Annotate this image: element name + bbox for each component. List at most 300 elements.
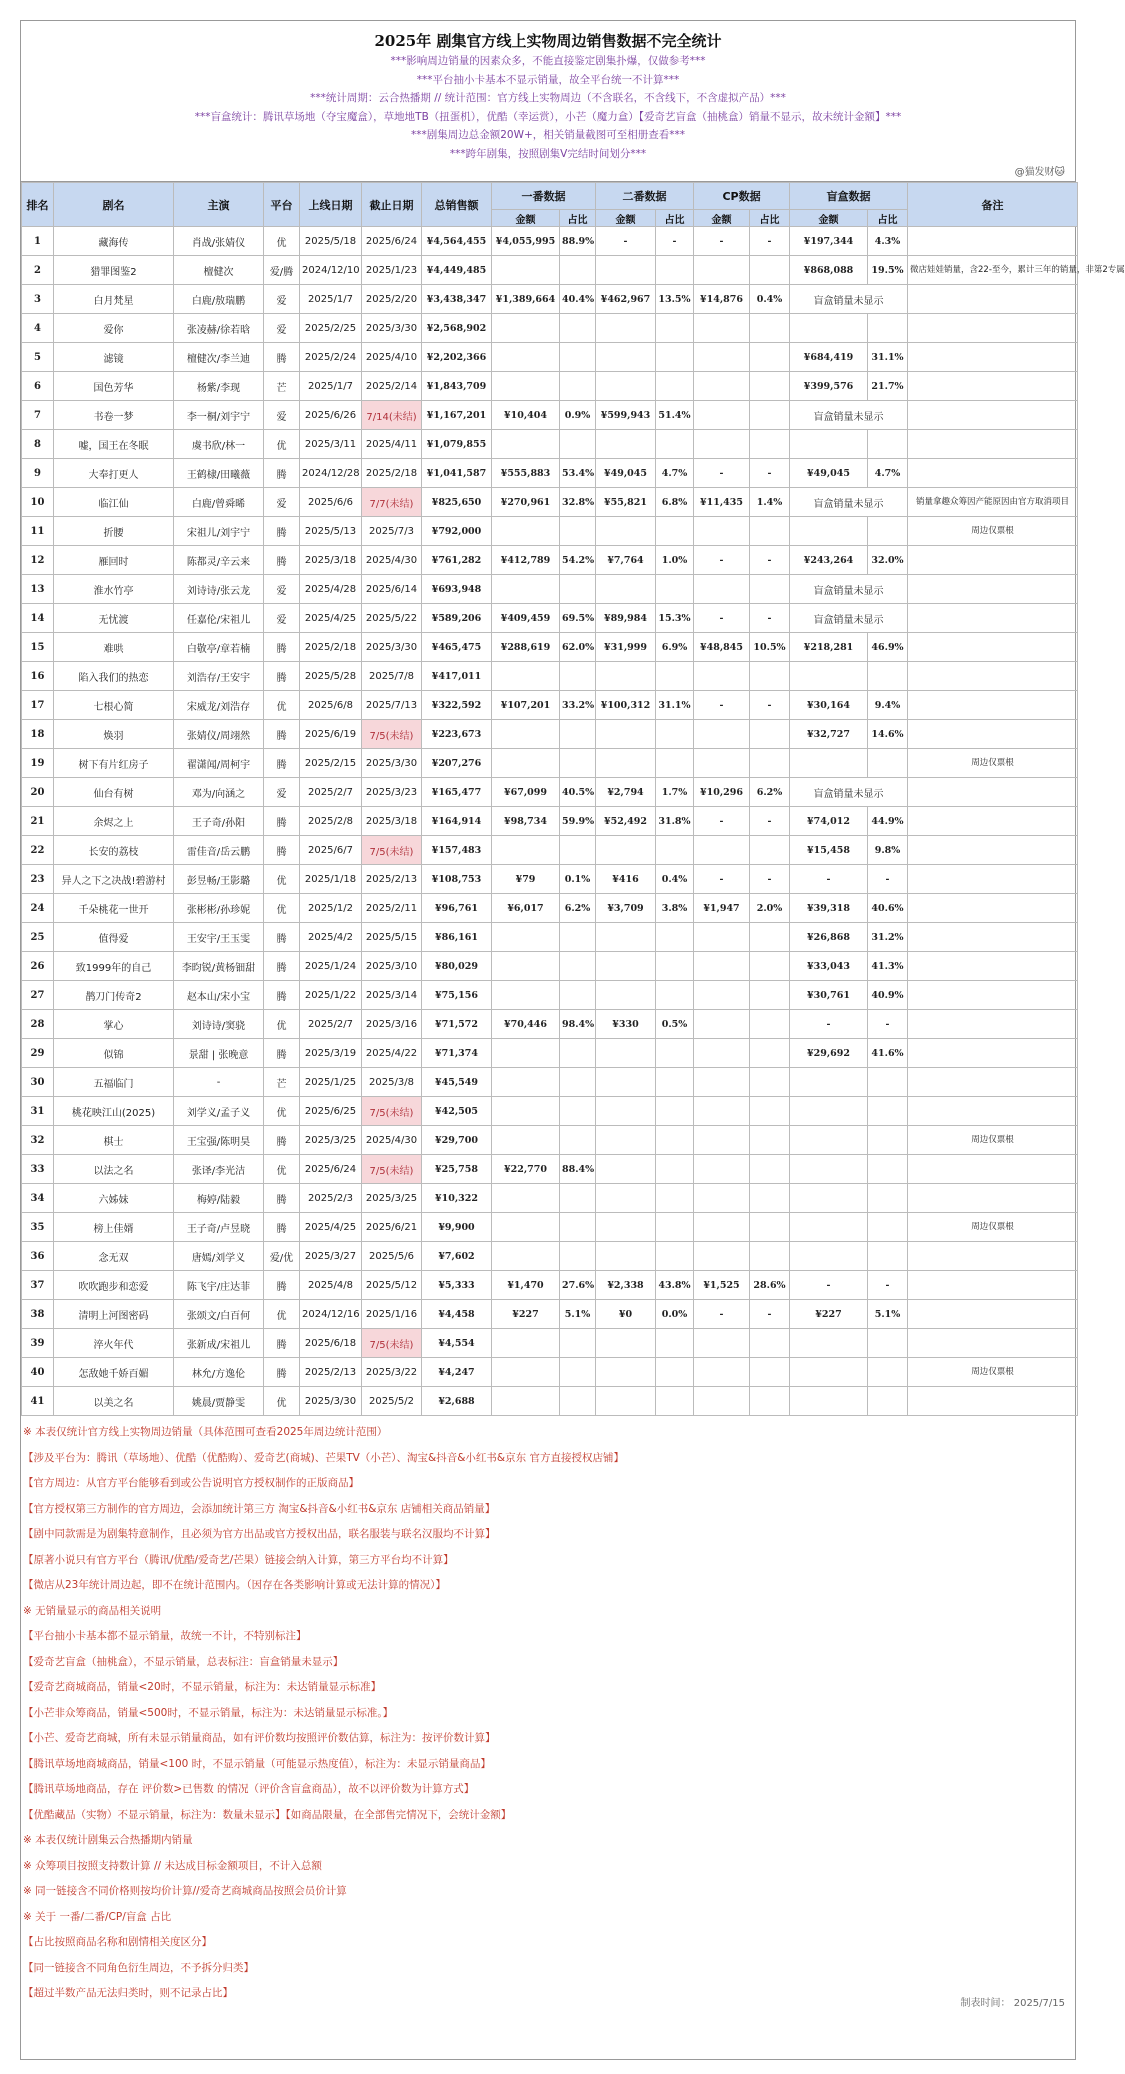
cp-pct-cell: 28.6%	[750, 1271, 790, 1300]
second-pct-cell: 15.3%	[656, 604, 694, 633]
first-amount-cell	[492, 343, 560, 372]
note-cell	[908, 778, 1078, 807]
second-pct-cell	[656, 1242, 694, 1271]
blindbox-pct-cell	[868, 1387, 908, 1416]
first-pct-cell: 0.9%	[560, 401, 596, 430]
end-date-cell: 2025/2/18	[362, 459, 422, 488]
start-date-cell: 2025/6/25	[300, 1097, 362, 1126]
first-amount-cell	[492, 981, 560, 1010]
first-amount-cell	[492, 1097, 560, 1126]
note-cell	[908, 604, 1078, 633]
note-cell	[908, 1300, 1078, 1329]
cast-cell: 翟潇闻/周柯宇	[174, 749, 264, 778]
first-pct-cell: 62.0%	[560, 633, 596, 662]
cast-cell: 王鹤棣/田曦薇	[174, 459, 264, 488]
start-date-cell: 2025/3/18	[300, 546, 362, 575]
cp-pct-cell	[750, 1010, 790, 1039]
note-cell	[908, 1068, 1078, 1097]
cast-cell: 刘诗诗/张云龙	[174, 575, 264, 604]
end-date-cell: 2025/5/22	[362, 604, 422, 633]
first-pct-cell	[560, 662, 596, 691]
note-cell: 周边仅票根	[908, 517, 1078, 546]
footer-note: 【微店从23年统计周边起，即不在统计范围内。（因存在各类影响计算或无法计算的情况）】	[23, 1579, 446, 1591]
total-sales-cell: ¥157,483	[422, 836, 492, 865]
table-row	[22, 923, 1078, 952]
blindbox-pct-cell: 41.6%	[868, 1039, 908, 1068]
note-cell	[908, 546, 1078, 575]
first-pct-cell	[560, 1387, 596, 1416]
drama-name-cell: 爱你	[54, 314, 174, 343]
total-sales-cell: ¥207,276	[422, 749, 492, 778]
second-pct-cell	[656, 314, 694, 343]
blindbox-unavailable-cell: 盲盒销量未显示	[790, 778, 908, 807]
second-pct-cell: 4.7%	[656, 459, 694, 488]
first-pct-cell	[560, 314, 596, 343]
cp-amount-cell: -	[694, 227, 750, 256]
footer-note: 【同一链接含不同角色衍生周边，不予拆分归类】	[23, 1961, 254, 1974]
blindbox-pct-cell: -	[868, 1010, 908, 1039]
second-amount-cell: ¥0	[596, 1300, 656, 1329]
start-date-cell: 2025/5/28	[300, 662, 362, 691]
end-date-cell: 2025/3/25	[362, 1184, 422, 1213]
blindbox-pct-cell: 4.7%	[868, 459, 908, 488]
note-cell: 周边仅票根	[908, 1126, 1078, 1155]
header-note-4: ***盲盒统计：腾讯草场地（夺宝魔盒），草地地TB（扭蛋机），优酷（幸运赏），小芒（魔力盒）【爱奇艺盲盒（抽桃盒）销量不显示，故未统计金额】***	[194, 110, 902, 123]
cast-cell: 檀健次/李兰迪	[174, 343, 264, 372]
first-amount-cell	[492, 1387, 560, 1416]
table-row	[22, 1387, 1078, 1416]
total-sales-cell: ¥1,079,855	[422, 430, 492, 459]
first-pct-cell	[560, 1184, 596, 1213]
platform-cell: 优	[264, 1097, 300, 1126]
first-amount-cell	[492, 923, 560, 952]
first-pct-cell: 53.4%	[560, 459, 596, 488]
blindbox-amount-cell	[790, 1126, 868, 1155]
second-pct-cell: 31.8%	[656, 807, 694, 836]
table-row	[22, 778, 1078, 807]
header-note-2: ***平台抽小卡基本不显示销量，故全平台统一不计算***	[416, 73, 680, 86]
second-amount-cell: ¥3,709	[596, 894, 656, 923]
start-date-cell: 2025/5/18	[300, 227, 362, 256]
end-date-cell: 2025/2/20	[362, 285, 422, 314]
first-amount-cell	[492, 662, 560, 691]
second-pct-cell: 43.8%	[656, 1271, 694, 1300]
second-pct-cell	[656, 1126, 694, 1155]
cast-cell: 李昀锐/黄杨钿甜	[174, 952, 264, 981]
cp-pct-cell: -	[750, 691, 790, 720]
cp-pct-cell: 0.4%	[750, 285, 790, 314]
blindbox-amount-cell	[790, 749, 868, 778]
cast-cell: 刘诗诗/窦骁	[174, 1010, 264, 1039]
start-date-cell: 2025/1/2	[300, 894, 362, 923]
second-pct-cell	[656, 749, 694, 778]
rank-cell: 11	[22, 517, 54, 546]
cp-amount-cell	[694, 1242, 750, 1271]
total-sales-cell: ¥108,753	[422, 865, 492, 894]
blindbox-amount-cell	[790, 1387, 868, 1416]
blindbox-pct-cell: 32.0%	[868, 546, 908, 575]
blindbox-pct-cell: 41.3%	[868, 952, 908, 981]
first-pct-cell	[560, 343, 596, 372]
second-pct-cell	[656, 1039, 694, 1068]
cast-cell: 虞书欣/林一	[174, 430, 264, 459]
blindbox-amount-cell	[790, 517, 868, 546]
drama-name-cell: 书卷一梦	[54, 401, 174, 430]
cast-cell: 白敬亭/章若楠	[174, 633, 264, 662]
first-amount-cell	[492, 1242, 560, 1271]
second-amount-cell	[596, 1242, 656, 1271]
table-row	[22, 836, 1078, 865]
start-date-cell: 2025/2/15	[300, 749, 362, 778]
cp-pct-cell	[750, 1184, 790, 1213]
footer-note: 【占比按照商品名称和剧情相关度区分】	[23, 1936, 212, 1948]
drama-name-cell: 以美之名	[54, 1387, 174, 1416]
cp-pct-cell: -	[750, 546, 790, 575]
first-pct-cell	[560, 981, 596, 1010]
rank-cell: 23	[22, 865, 54, 894]
total-sales-cell: ¥1,843,709	[422, 372, 492, 401]
drama-name-cell: 淮水竹亭	[54, 575, 174, 604]
platform-cell: 腾	[264, 343, 300, 372]
cast-cell: 刘学义/孟子义	[174, 1097, 264, 1126]
table-row	[22, 1271, 1078, 1300]
note-cell	[908, 894, 1078, 923]
cast-cell: 刘浩存/王安宇	[174, 662, 264, 691]
cp-amount-cell	[694, 1155, 750, 1184]
second-pct-cell	[656, 1097, 694, 1126]
first-amount-cell	[492, 952, 560, 981]
start-date-cell: 2025/3/11	[300, 430, 362, 459]
table-row	[22, 1068, 1078, 1097]
cast-cell: 王子奇/孙阳	[174, 807, 264, 836]
platform-cell: 优	[264, 1155, 300, 1184]
col-note: 备注	[908, 183, 1078, 227]
first-pct-cell	[560, 1213, 596, 1242]
rank-cell: 5	[22, 343, 54, 372]
end-date-cell: 2025/2/14	[362, 372, 422, 401]
start-date-cell: 2025/2/24	[300, 343, 362, 372]
platform-cell: 优	[264, 691, 300, 720]
cp-amount-cell	[694, 952, 750, 981]
second-amount-cell	[596, 1213, 656, 1242]
first-pct-cell	[560, 1097, 596, 1126]
second-amount-cell: ¥100,312	[596, 691, 656, 720]
second-pct-cell: 51.4%	[656, 401, 694, 430]
total-sales-cell: ¥693,948	[422, 575, 492, 604]
cp-pct-cell	[750, 1039, 790, 1068]
table-row	[22, 430, 1078, 459]
cp-pct-cell	[750, 1242, 790, 1271]
total-sales-cell: ¥71,374	[422, 1039, 492, 1068]
note-cell	[908, 691, 1078, 720]
cp-amount-cell: -	[694, 691, 750, 720]
blindbox-amount-cell: ¥868,088	[790, 256, 868, 285]
platform-cell: 腾	[264, 981, 300, 1010]
blindbox-unavailable-cell: 盲盒销量未显示	[790, 575, 908, 604]
end-date-cell: 2025/4/11	[362, 430, 422, 459]
cp-amount-cell	[694, 401, 750, 430]
first-pct-cell	[560, 1242, 596, 1271]
blindbox-amount-cell: ¥197,344	[790, 227, 868, 256]
platform-cell: 爱	[264, 314, 300, 343]
second-amount-cell	[596, 1329, 656, 1358]
cp-pct-cell	[750, 1358, 790, 1387]
footer-note: ※ 众筹项目按照支持数计算 // 未达成目标金额项目，不计入总额	[23, 1859, 322, 1872]
cp-amount-cell: ¥14,876	[694, 285, 750, 314]
rank-cell: 25	[22, 923, 54, 952]
drama-name-cell: 掌心	[54, 1010, 174, 1039]
end-date-cell: 2025/3/30	[362, 633, 422, 662]
second-amount-cell	[596, 952, 656, 981]
cast-cell: 檀健次	[174, 256, 264, 285]
footer-note: 【小芒非众筹商品，销量<500时，不显示销量，标注为：未达销量显示标准。】	[23, 1706, 394, 1719]
footer-note: 【腾讯草场地商品，存在 评价数>已售数 的情况（评价含盲盒商品），故不以评价数为计算方式】	[23, 1783, 475, 1795]
cp-amount-cell: -	[694, 865, 750, 894]
second-amount-cell	[596, 923, 656, 952]
table-row	[22, 691, 1078, 720]
second-amount-cell	[596, 662, 656, 691]
table-row	[22, 1155, 1078, 1184]
cp-pct-cell: -	[750, 227, 790, 256]
table-row	[22, 1010, 1078, 1039]
rank-cell: 30	[22, 1068, 54, 1097]
first-amount-cell: ¥79	[492, 865, 560, 894]
total-sales-cell: ¥9,900	[422, 1213, 492, 1242]
note-cell	[908, 372, 1078, 401]
sheet-title: 2025年 剧集官方线上实物周边销售数据不完全统计	[374, 32, 722, 50]
second-pct-cell: 6.9%	[656, 633, 694, 662]
end-date-cell: 2025/1/16	[362, 1300, 422, 1329]
drama-name-cell: 以法之名	[54, 1155, 174, 1184]
end-date-cell: 7/7(未结)	[362, 488, 422, 517]
platform-cell: 腾	[264, 1358, 300, 1387]
cp-pct-cell	[750, 314, 790, 343]
table-row	[22, 488, 1078, 517]
header-note-3: ***统计周期：云合热播期 // 统计范围：官方线上实物周边（不含联名，不含线下，不含虚拟产品）***	[310, 92, 786, 104]
footer-note: 【小芒、爱奇艺商城，所有未显示销量商品，如有评价数均按照评价数估算，标注为：按评价数计算】	[23, 1732, 496, 1744]
second-pct-cell: 1.0%	[656, 546, 694, 575]
cp-pct-cell	[750, 372, 790, 401]
first-pct-cell: 33.2%	[560, 691, 596, 720]
start-date-cell: 2025/4/25	[300, 1213, 362, 1242]
end-date-cell: 2025/6/21	[362, 1213, 422, 1242]
platform-cell: 优	[264, 865, 300, 894]
second-pct-cell: -	[656, 227, 694, 256]
platform-cell: 爱	[264, 604, 300, 633]
start-date-cell: 2025/1/18	[300, 865, 362, 894]
total-sales-cell: ¥29,700	[422, 1126, 492, 1155]
cast-cell: 张凌赫/徐若晗	[174, 314, 264, 343]
blindbox-amount-cell	[790, 1097, 868, 1126]
first-pct-cell: 54.2%	[560, 546, 596, 575]
platform-cell: 腾	[264, 1271, 300, 1300]
first-amount-cell	[492, 1039, 560, 1068]
total-sales-cell: ¥1,041,587	[422, 459, 492, 488]
blindbox-amount-cell: ¥26,868	[790, 923, 868, 952]
end-date-cell: 2025/7/13	[362, 691, 422, 720]
total-sales-cell: ¥1,167,201	[422, 401, 492, 430]
platform-cell: 爱/腾	[264, 256, 300, 285]
total-sales-cell: ¥165,477	[422, 778, 492, 807]
drama-name-cell: 致1999年的自己	[54, 952, 174, 981]
blindbox-pct-cell	[868, 662, 908, 691]
rank-cell: 3	[22, 285, 54, 314]
col-name: 剧名	[54, 183, 174, 227]
second-amount-cell: -	[596, 227, 656, 256]
cp-amount-cell	[694, 981, 750, 1010]
start-date-cell: 2025/6/24	[300, 1155, 362, 1184]
first-amount-cell: ¥555,883	[492, 459, 560, 488]
start-date-cell: 2025/1/25	[300, 1068, 362, 1097]
drama-name-cell: 怎敌她千娇百媚	[54, 1358, 174, 1387]
total-sales-cell: ¥42,505	[422, 1097, 492, 1126]
platform-cell: 腾	[264, 1126, 300, 1155]
blindbox-amount-cell	[790, 1155, 868, 1184]
drama-name-cell: 淬火年代	[54, 1329, 174, 1358]
table-row	[22, 372, 1078, 401]
footer-note: ※ 本表仅统计官方线上实物周边销量（具体范围可查看2025年周边统计范围）	[23, 1426, 388, 1438]
start-date-cell: 2025/6/26	[300, 401, 362, 430]
second-amount-cell	[596, 981, 656, 1010]
note-cell	[908, 1010, 1078, 1039]
end-date-cell: 2025/6/24	[362, 227, 422, 256]
first-pct-cell: 69.5%	[560, 604, 596, 633]
table-body	[22, 227, 1125, 1416]
first-pct-cell: 6.2%	[560, 894, 596, 923]
start-date-cell: 2024/12/16	[300, 1300, 362, 1329]
cast-cell: 陈飞宇/庄达菲	[174, 1271, 264, 1300]
total-sales-cell: ¥71,572	[422, 1010, 492, 1039]
drama-name-cell: 难哄	[54, 633, 174, 662]
blindbox-pct-cell	[868, 749, 908, 778]
total-sales-cell: ¥2,202,366	[422, 343, 492, 372]
cast-cell: 白鹿/敖瑞鹏	[174, 285, 264, 314]
blindbox-pct-cell: 9.8%	[868, 836, 908, 865]
platform-cell: 芒	[264, 1068, 300, 1097]
second-amount-cell	[596, 343, 656, 372]
note-cell	[908, 575, 1078, 604]
cast-cell: 肖战/张婧仪	[174, 227, 264, 256]
second-amount-cell: ¥7,764	[596, 546, 656, 575]
note-cell	[908, 343, 1078, 372]
cast-cell: 赵本山/宋小宝	[174, 981, 264, 1010]
first-pct-cell	[560, 1358, 596, 1387]
blindbox-unavailable-cell: 盲盒销量未显示	[790, 401, 908, 430]
rank-cell: 12	[22, 546, 54, 575]
start-date-cell: 2025/2/3	[300, 1184, 362, 1213]
platform-cell: 腾	[264, 952, 300, 981]
end-date-cell: 7/5(未结)	[362, 1097, 422, 1126]
col-cast: 主演	[174, 183, 264, 227]
drama-name-cell: 鹊刀门传奇2	[54, 981, 174, 1010]
rank-cell: 19	[22, 749, 54, 778]
first-amount-cell	[492, 836, 560, 865]
platform-cell: 爱	[264, 285, 300, 314]
cast-cell: 张婧仪/周翊然	[174, 720, 264, 749]
rank-cell: 26	[22, 952, 54, 981]
cp-pct-cell: -	[750, 865, 790, 894]
col-pct: 占比	[750, 210, 790, 227]
table-row	[22, 1097, 1078, 1126]
cp-pct-cell	[750, 256, 790, 285]
blindbox-pct-cell	[868, 1329, 908, 1358]
blindbox-pct-cell: 31.1%	[868, 343, 908, 372]
note-cell	[908, 1039, 1078, 1068]
second-amount-cell	[596, 314, 656, 343]
cp-amount-cell	[694, 1039, 750, 1068]
start-date-cell: 2025/2/7	[300, 1010, 362, 1039]
second-amount-cell: ¥330	[596, 1010, 656, 1039]
col-amount: 金额	[492, 210, 560, 227]
table-row	[22, 633, 1078, 662]
drama-name-cell: 陷入我们的热恋	[54, 662, 174, 691]
cp-pct-cell	[750, 1387, 790, 1416]
rank-cell: 6	[22, 372, 54, 401]
table-row	[22, 459, 1078, 488]
rank-cell: 39	[22, 1329, 54, 1358]
total-sales-cell: ¥86,161	[422, 923, 492, 952]
first-pct-cell: 40.4%	[560, 285, 596, 314]
table-row	[22, 517, 1078, 546]
drama-name-cell: 念无双	[54, 1242, 174, 1271]
end-date-cell: 2025/1/23	[362, 256, 422, 285]
rank-cell: 20	[22, 778, 54, 807]
blindbox-unavailable-cell: 盲盒销量未显示	[790, 488, 908, 517]
first-pct-cell	[560, 575, 596, 604]
total-sales-cell: ¥792,000	[422, 517, 492, 546]
cast-cell: -	[174, 1068, 264, 1097]
blindbox-amount-cell	[790, 1358, 868, 1387]
cp-pct-cell: 6.2%	[750, 778, 790, 807]
first-amount-cell: ¥22,770	[492, 1155, 560, 1184]
blindbox-amount-cell: -	[790, 1271, 868, 1300]
first-amount-cell: ¥107,201	[492, 691, 560, 720]
blindbox-amount-cell: ¥243,264	[790, 546, 868, 575]
first-pct-cell	[560, 1126, 596, 1155]
end-date-cell: 2025/3/22	[362, 1358, 422, 1387]
first-pct-cell: 88.9%	[560, 227, 596, 256]
blindbox-amount-cell: -	[790, 865, 868, 894]
second-pct-cell	[656, 372, 694, 401]
platform-cell: 优	[264, 227, 300, 256]
note-cell: 销量拿趣众筹因产能原因由官方取消项目	[908, 488, 1078, 517]
cp-pct-cell	[750, 836, 790, 865]
table-row	[22, 1213, 1078, 1242]
first-amount-cell: ¥1,389,664	[492, 285, 560, 314]
first-amount-cell: ¥4,055,995	[492, 227, 560, 256]
rank-cell: 1	[22, 227, 54, 256]
total-sales-cell: ¥4,449,485	[422, 256, 492, 285]
footer-note: ※ 关于 一番/二番/CP/盲盒 占比	[23, 1910, 172, 1923]
drama-name-cell: 焕羽	[54, 720, 174, 749]
platform-cell: 腾	[264, 1184, 300, 1213]
blindbox-amount-cell	[790, 1184, 868, 1213]
platform-cell: 腾	[264, 546, 300, 575]
end-date-cell: 2025/3/14	[362, 981, 422, 1010]
total-sales-cell: ¥5,333	[422, 1271, 492, 1300]
end-date-cell: 2025/3/18	[362, 807, 422, 836]
platform-cell: 腾	[264, 633, 300, 662]
drama-name-cell: 藏海传	[54, 227, 174, 256]
table-row	[22, 749, 1078, 778]
blindbox-amount-cell: ¥684,419	[790, 343, 868, 372]
cp-pct-cell: 2.0%	[750, 894, 790, 923]
table-row	[22, 604, 1078, 633]
blindbox-amount-cell: ¥218,281	[790, 633, 868, 662]
header-note-6: ***跨年剧集，按照剧集V完结时间划分***	[449, 147, 647, 160]
cast-cell: 白鹿/曾舜晞	[174, 488, 264, 517]
cast-cell: 宋威龙/刘浩存	[174, 691, 264, 720]
